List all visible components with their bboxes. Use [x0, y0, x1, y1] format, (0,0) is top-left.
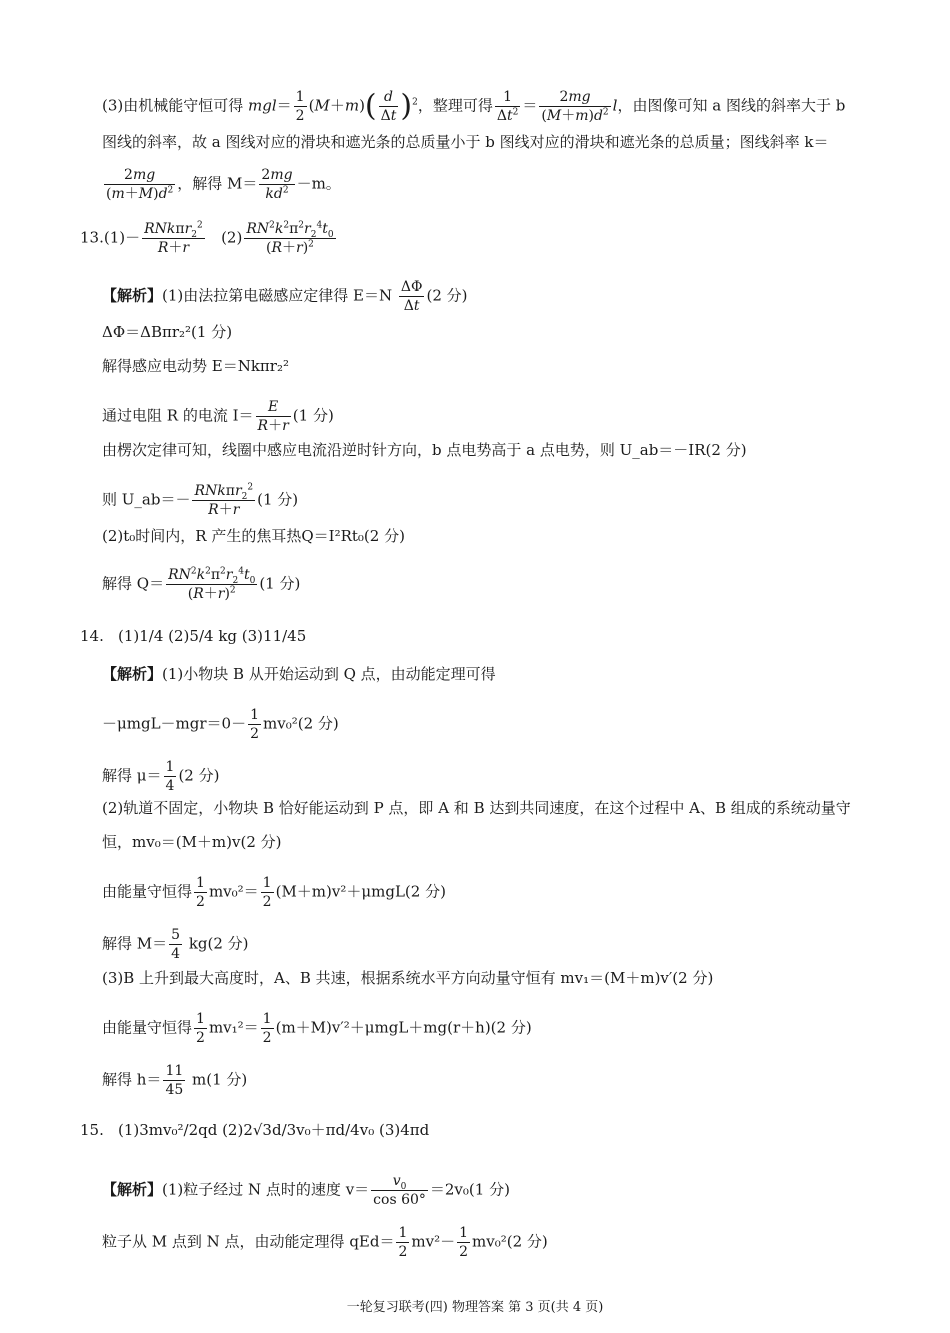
q13-step-3: 解得感应电动势 E＝Nkπr₂²	[102, 357, 289, 375]
q14-step-10: 解得 h＝ $\frac{11}{45}$ m(1 分)	[102, 1063, 248, 1098]
q13-step-5: 由楞次定律可知，线圈中感应电流沿逆时针方向，b 点电势高于 a 点电势，则 U_ab＝－IR(2 分)	[102, 441, 747, 459]
top-line-1: (3)由机械能守恒可得 mgl＝ $\frac{1}{2}$ (M＋m)( $\frac{d}{\Delta t}$ )$^2$，整理可得 $\frac{1}{\Delta t^2}$ ＝ $\frac{2mg}{(M+m)d^2}$ l，由图像可知 a 图线的斜率大于 b	[102, 88, 846, 124]
q14-step-8: (3)B 上升到最大高度时，A、B 共速，根据系统水平方向动量守恒有 mv₁＝(M＋m)v′(2 分)	[102, 969, 714, 987]
q13-step-2: ΔΦ＝ΔBπr₂²(1 分)	[102, 323, 233, 341]
q13-answer: 13.(1)－ $\frac{RNk\pi r_2^2}{R+r}$ (2) $\frac{RN^2k^2\pi^2r_2^4t_0}{(R+r)^2}$	[80, 220, 334, 256]
q13-step-1: 【解析】(1)由法拉第电磁感应定律得 E＝N $\frac{\Delta\Phi}{\Delta t}$ (2 分)	[102, 279, 468, 314]
page-footer: 一轮复习联考(四) 物理答案 第 3 页(共 4 页)	[346, 1300, 604, 1315]
q14-step-2: －μmgL－mgr＝0－ $\frac{1}{2}$ mv₀²(2 分)	[102, 707, 339, 742]
top-line-2: 图线的斜率，故 a 图线对应的滑块和遮光条的总质量小于 b 图线对应的滑块和遮光条的总质量；图线斜率 k＝	[102, 133, 829, 151]
q13-step-6: 则 U_ab＝－ $\frac{RNk\pi r_2^2}{R+r}$ (1 分)	[102, 482, 299, 518]
top-line-3: $\frac{2mg}{(m+M)d^2}$ ，解得 M＝ $\frac{2mg}{kd^2}$ －m。	[106, 167, 341, 202]
q14-step-3: 解得 μ＝ $\frac{1}{4}$ (2 分)	[102, 759, 220, 794]
q13-step-8: 解得 Q＝ $\frac{RN^2k^2\pi^2r_2^4t_0}{(R+r)^2}$ (1 分)	[102, 566, 301, 602]
q15-answer: (1)3mv₀²/2qd (2)2√3d/3v₀＋πd/4v₀ (3)4πd	[118, 1121, 430, 1139]
q14-step-5: 恒，mv₀＝(M＋m)v(2 分)	[102, 833, 282, 851]
q14-step-9: 由能量守恒得 $\frac{1}{2}$ mv₁²＝ $\frac{1}{2}$ (m＋M)v′²＋μmgL＋mg(r＋h)(2 分)	[102, 1011, 532, 1046]
q13-step-7: (2)t₀时间内，R 产生的焦耳热Q＝I²Rt₀(2 分)	[102, 527, 405, 545]
q14-answer: (1)1/4 (2)5/4 kg (3)11/45	[118, 627, 307, 645]
q14-step-7: 解得 M＝ $\frac{5}{4}$ kg(2 分)	[102, 927, 249, 962]
q15-step-2: 粒子从 M 点到 N 点，由动能定理得 qEd＝ $\frac{1}{2}$ mv²－ $\frac{1}{2}$ mv₀²(2 分)	[102, 1225, 548, 1260]
q14-step-6: 由能量守恒得 $\frac{1}{2}$ mv₀²＝ $\frac{1}{2}$ (M＋m)v²＋μmgL(2 分)	[102, 875, 446, 910]
q13-step-4: 通过电阻 R 的电流 I＝ $\frac{E}{R+r}$ (1 分)	[102, 399, 334, 434]
q14-number: 14.	[80, 627, 104, 645]
q15-step-1: 【解析】(1)粒子经过 N 点时的速度 v＝ $\frac{v_0}{\cos 60^\circ}$ ＝2v₀(1 分)	[102, 1173, 510, 1208]
q14-step-4: (2)轨道不固定，小物块 B 恰好能运动到 P 点，即 A 和 B 达到共同速度，在这个过程中 A、B 组成的系统动量守	[102, 799, 851, 817]
q15-number: 15.	[80, 1121, 104, 1139]
q14-step-1: 【解析】(1)小物块 B 从开始运动到 Q 点，由动能定理可得	[102, 665, 496, 683]
